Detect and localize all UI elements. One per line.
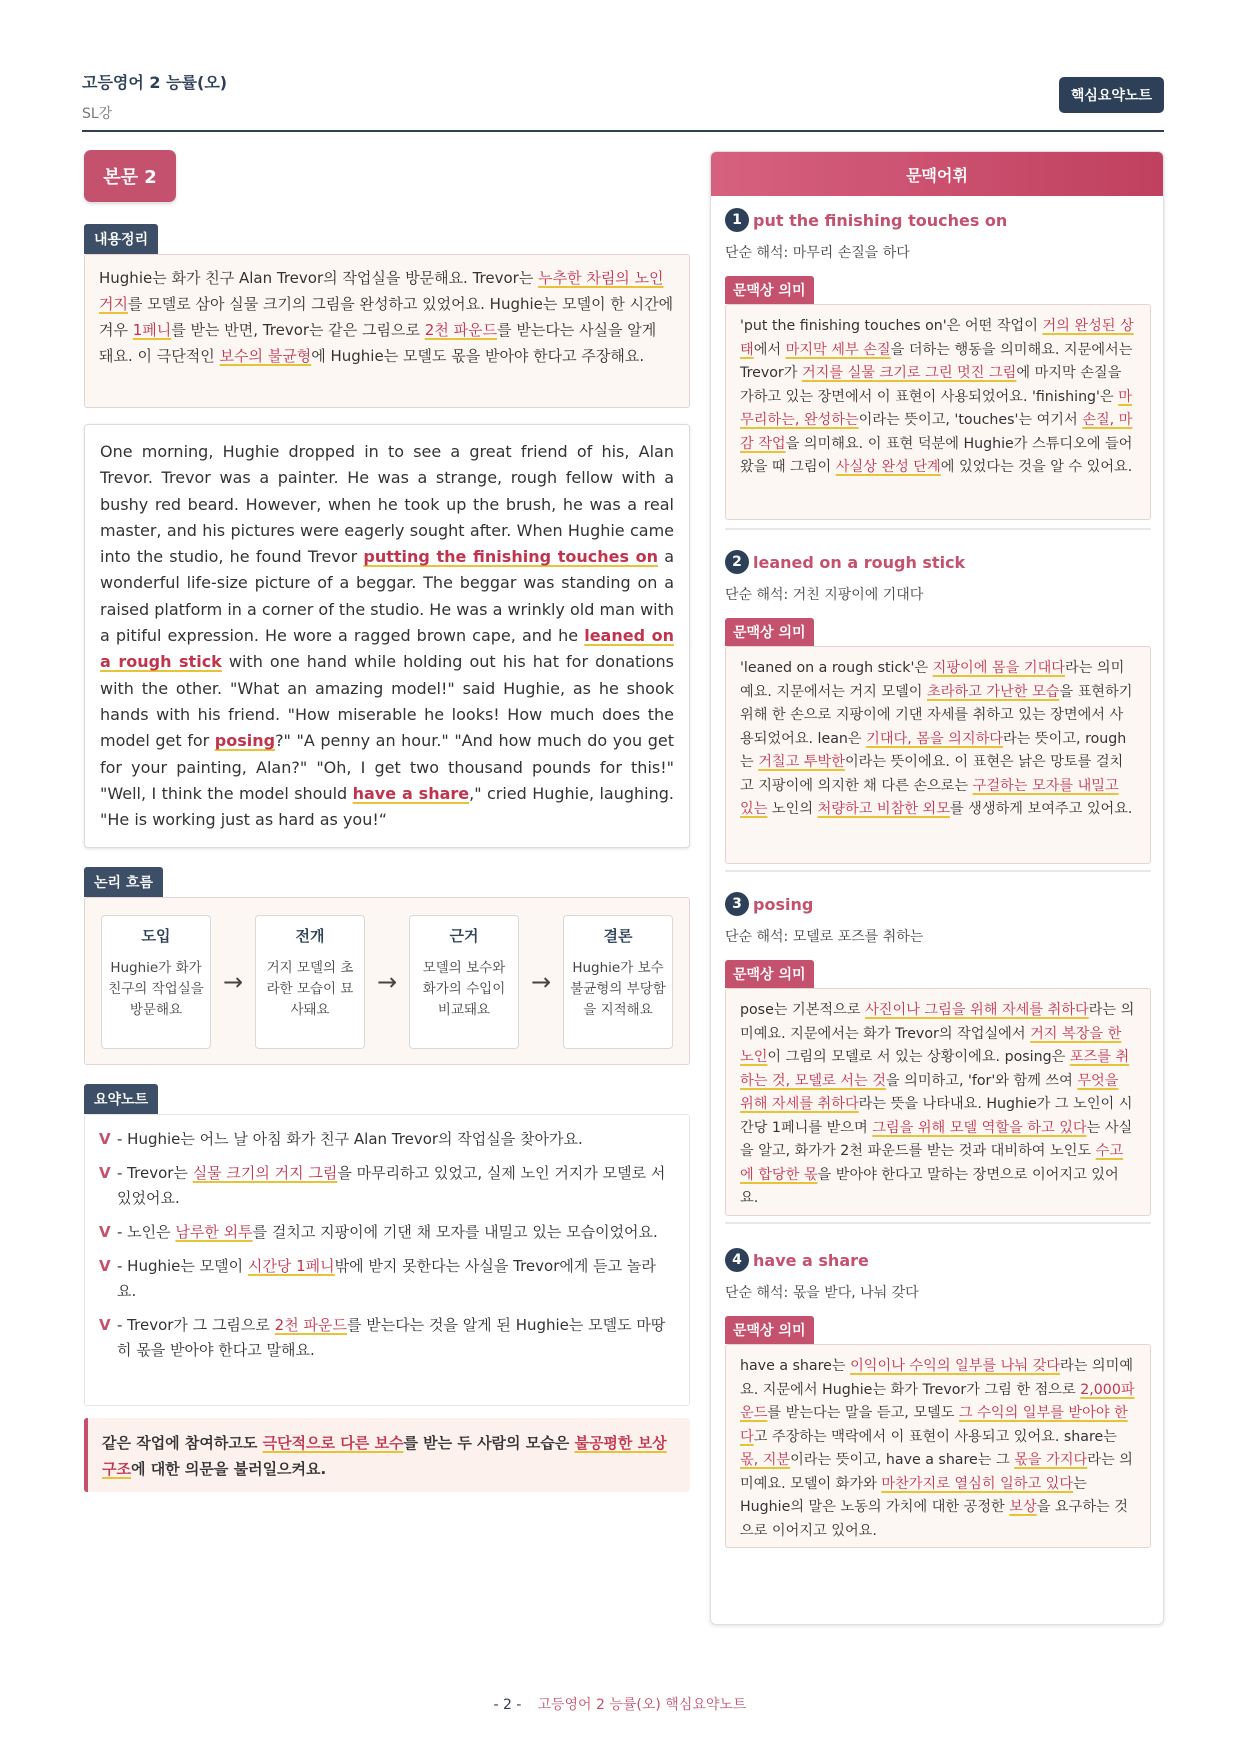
vocab-number: 2: [725, 550, 749, 574]
check-mark-icon: V: [99, 1316, 111, 1334]
note-highlight: 시간당 1페니: [247, 1257, 335, 1275]
summary-tag: 내용정리: [84, 224, 158, 254]
summary-text: Hughie는 화가 친구 Alan Trevor의 작업실을 방문해요. Trevor는: [99, 269, 539, 287]
meaning-highlight: 무엇을 위해 자세를 취하다: [740, 1072, 1119, 1112]
passage-keyword: leaned on a rough stick: [100, 626, 675, 672]
passage-text: One morning, Hughie dropped in to see a great friend of his, Alan Trevor. Trevor was a painter. He was a strange, rough fellow with a bushy red beard. However, when he took up the brush, he was a real master, and his pictures were eagerly sought after. When Hughie came into the studio, he found Trevor: [100, 442, 674, 567]
page-number: - 2 -: [493, 1697, 522, 1713]
flow-step-body: 모델의 보수와 화가의 수입이 비교돼요: [422, 960, 506, 1018]
meaning-text: have a share는: [740, 1358, 851, 1374]
meaning-highlight: 몫을 가지다: [1014, 1452, 1088, 1468]
passage-text: a wonderful life-size picture of a beggar. The beggar was standing on a raised platform in a corner of the studio. He was a wrinkly old man with a pitiful expression. He wore a ragged brown cape, and he: [100, 547, 675, 646]
meaning-highlight: 구걸하는 모자를 내밀고 있는: [740, 777, 1119, 817]
passage-keyword: putting the finishing touches on: [363, 547, 659, 567]
meaning-highlight: 그 수익의 일부를 받아야 한다: [740, 1405, 1128, 1445]
note-text: - Hughie는 어느 날 아침 화가 친구 Alan Trevor의 작업실을 찾아가요.: [117, 1130, 583, 1148]
meaning-text: 라는 의미예요. 모델이 화가와: [740, 1452, 1133, 1492]
note-text: - Trevor는: [117, 1164, 193, 1182]
meaning-text: 라는 뜻이고, rough는: [740, 730, 1127, 770]
meaning-text: 이 그림의 모델로 서 있는 상황이에요. posing은: [767, 1049, 1070, 1065]
definition-label: 단순 해석:: [725, 587, 789, 603]
divider: [725, 528, 1151, 530]
meaning-box: [725, 646, 1151, 864]
flow-step-development: [255, 915, 365, 1049]
meaning-text: 을 요구하는 것으로 이어지고 있어요.: [740, 1499, 1128, 1539]
reading-passage: [84, 424, 690, 848]
note-item: [99, 1161, 675, 1211]
meaning-text: 를 받는다는 말을 듣고, 모델도: [767, 1405, 959, 1421]
meaning-highlight: 보상: [1009, 1499, 1037, 1515]
meaning-text: 에 마지막 손질을 가하고 있는 장면에서 이 표현이 사용되었어요. 'finishing'은: [740, 365, 1122, 405]
meaning-text: 는 사실을 알고, 화가가 2천 파운드를 받는 것과 대비하여 노인도: [740, 1119, 1133, 1159]
meaning-highlight: 기대다, 몸을 의지하다: [866, 730, 1004, 747]
meaning-text: 라는 의미예요. 지문에서는 화가 Trevor의 작업실에서: [740, 1002, 1135, 1042]
meaning-text: 노인의: [767, 801, 818, 817]
note-text: 밖에 받지 못한다는 사실을 Trevor에게 듣고 놀라요.: [117, 1257, 656, 1300]
meaning-highlight: 포즈를 취하는 것, 모델로 서는 것: [740, 1049, 1130, 1089]
meaning-box: [725, 988, 1151, 1216]
note-text: 를 걸치고 지팡이에 기댄 채 모자를 내밀고 있는 모습이었어요.: [252, 1223, 658, 1241]
flow-tag: 논리 흐름: [84, 867, 163, 897]
passage-text: with one hand while holding out his hat for donations with the other. "What an amazing model!" said Hughie, as he shook hands with his friend. "How miserable he looks! How much does the model get for: [100, 652, 674, 751]
vocab-term: leaned on a rough stick: [753, 552, 966, 572]
vocab-definition: [725, 584, 1151, 604]
meaning-text: 을 더하는 행동을 의미해요. 지문에서는 Trevor가: [740, 341, 1133, 381]
conclusion-highlight: 극단적으로 다른 보수: [262, 1434, 404, 1452]
check-mark-icon: V: [99, 1257, 111, 1275]
note-text: 를 받는다는 것을 알게 된 Hughie는 모델도 마땅히 몫을 받아야 한다고 말해요.: [117, 1316, 666, 1359]
meaning-text: 고 주장하는 맥락에서 이 표현이 사용되고 있어요. share는: [753, 1428, 1117, 1445]
meaning-highlight: 거칠고 투박한: [758, 754, 845, 770]
passage-keyword: have a share: [352, 783, 470, 803]
meaning-highlight: 마찬가지로 열심히 일하고 있다: [881, 1475, 1074, 1492]
vocab-number: 3: [725, 892, 749, 916]
flow-step-body: Hughie가 보수 불균형의 부당함을 지적해요: [570, 960, 666, 1018]
meaning-text: 이라는 뜻이에요. 이 표현은 낡은 망토를 걸치고 지팡이에 의지한 채 다른 손으로는: [740, 754, 1124, 794]
summary-text: 를 받는다는 사실을 알게 돼요. 이 극단적인: [99, 321, 657, 365]
lecture-subtitle: SL강: [82, 106, 113, 122]
meaning-text: pose는 기본적으로: [740, 1002, 866, 1018]
definition-label: 단순 해석:: [725, 245, 789, 261]
meaning-text: 라는 의미예요. 지문에서 Hughie는 화가 Trevor가 그림 한 점으로: [740, 1358, 1134, 1398]
passage-text: ," cried Hughie, laughing. "He is working just as hard as you!“: [100, 783, 674, 830]
vocab-definition: [725, 242, 1151, 262]
flow-step-intro: [101, 915, 211, 1049]
definition-text: 거친 지팡이에 기대다: [792, 587, 924, 603]
definition-text: 모델로 포즈를 취하는: [792, 929, 924, 945]
meaning-highlight: 마무리하는, 완성하는: [740, 388, 1132, 428]
summary-text: 를 받는 반면, Trevor는 같은 그림으로: [171, 321, 425, 339]
meaning-text: 을 의미해요. 이 표현 덕분에 Hughie가 스튜디오에 들어왔을 때 그림이: [740, 435, 1133, 475]
summary-highlight: 1페니: [132, 321, 172, 339]
vocab-number: 1: [725, 208, 749, 232]
meaning-tag: 문맥상 의미: [725, 276, 814, 304]
arrow-right-icon: →: [376, 968, 398, 996]
vocab-item-1: [725, 208, 1151, 520]
meaning-tag: 문맥상 의미: [725, 960, 814, 988]
header-badge: 핵심요약노트: [1059, 77, 1164, 113]
vocab-definition: [725, 1282, 1151, 1302]
meaning-highlight: 그림을 위해 모델 역할을 하고 있다: [872, 1119, 1087, 1136]
meaning-highlight: 지팡이에 몸을 기대다: [932, 660, 1065, 676]
flow-step-evidence: [409, 915, 519, 1049]
notes-tag: 요약노트: [84, 1084, 158, 1114]
conclusion-box: [84, 1418, 690, 1492]
note-item: [99, 1127, 675, 1152]
meaning-box: [725, 304, 1151, 520]
definition-label: 단순 해석:: [725, 929, 789, 945]
meaning-text: 에서: [753, 341, 786, 358]
meaning-text: 를 생생하게 보여주고 있어요.: [949, 801, 1133, 817]
meaning-text: 을 의미하고, 'for'와 함께 쓰여: [885, 1072, 1078, 1089]
conclusion-text: 같은 작업에 참여하고도: [102, 1434, 263, 1452]
divider: [725, 1222, 1151, 1224]
flow-step-conclusion: [563, 915, 673, 1049]
section-label: 본문 2: [84, 150, 176, 202]
check-mark-icon: V: [99, 1130, 111, 1148]
meaning-text: 에 있었다는 것을 알 수 있어요.: [940, 459, 1133, 475]
conclusion-text: 에 대한 의문을 불러일으켜요.: [130, 1460, 327, 1478]
note-text: - Hughie는 모델이: [117, 1257, 248, 1275]
meaning-highlight: 사진이나 그림을 위해 자세를 취하다: [865, 1002, 1089, 1018]
meaning-tag: 문맥상 의미: [725, 1316, 814, 1344]
meaning-highlight: 몫, 지분: [740, 1452, 791, 1468]
note-item: [99, 1313, 675, 1363]
vocab-item-2: [725, 550, 1151, 864]
check-mark-icon: V: [99, 1223, 111, 1241]
flow-step-body: 거지 모델의 초라한 모습이 묘사돼요: [266, 960, 354, 1018]
note-item: [99, 1254, 675, 1304]
meaning-highlight: 초라하고 가난한 모습: [927, 683, 1060, 700]
meaning-text: 을 표현하기 위해 한 손으로 지팡이에 기댄 자세를 취하고 있는 장면에서 사용되었어요. lean은: [740, 683, 1133, 747]
note-text: - Trevor가 그 그림으로: [117, 1316, 275, 1334]
passage-keyword: posing: [214, 731, 276, 751]
vocab-panel-title: 문맥어휘: [711, 152, 1163, 196]
summary-text: 를 모델로 삼아 실물 크기의 그림을 완성하고 있었어요. Hughie는 모델이 한 시간에 겨우: [99, 295, 674, 339]
check-mark-icon: V: [99, 1164, 111, 1182]
conclusion-text: 를 받는 두 사람의 모습은: [403, 1434, 575, 1452]
meaning-box: [725, 1344, 1151, 1548]
meaning-highlight: 2,000파운드: [740, 1381, 1135, 1421]
vocab-item-4: [725, 1248, 1151, 1548]
meaning-text: 을 받아야 한다고 말하는 장면으로 이어지고 있어요.: [740, 1166, 1119, 1206]
arrow-right-icon: →: [222, 968, 244, 996]
summary-highlight: 2천 파운드: [424, 321, 498, 339]
flow-step-head: 근거: [449, 927, 479, 945]
meaning-highlight: 손질, 마감 작업: [740, 412, 1133, 452]
flow-step-head: 결론: [603, 927, 633, 945]
meaning-highlight: 거의 완성된 상태: [740, 318, 1134, 358]
meaning-text: 라는 뜻을 나타내요. Hughie가 그 노인이 시간당 1페니를 받으며: [740, 1096, 1133, 1136]
meaning-highlight: 거지 복장을 한 노인: [740, 1025, 1122, 1065]
vocab-term: have a share: [753, 1250, 869, 1270]
definition-text: 마무리 손질을 하다: [792, 245, 910, 261]
divider: [725, 870, 1151, 872]
meaning-highlight: 사실상 완성 단계: [835, 459, 941, 475]
definition-text: 몫을 받다, 나눠 갖다: [792, 1285, 919, 1301]
meaning-highlight: 수고에 합당한 몫: [740, 1143, 1124, 1183]
vocab-panel: [710, 151, 1164, 1625]
passage-text: ?" "A penny an hour." "And how much do you get for your painting, Alan?" "Oh, I get two thousand pounds for this!" "Well, I think the model should: [100, 731, 674, 803]
meaning-highlight: 마지막 세부 손질: [785, 341, 891, 358]
arrow-right-icon: →: [530, 968, 552, 996]
meaning-text: 라는 의미예요. 지문에서는 거지 모델이: [740, 660, 1125, 700]
footer-title: 고등영어 2 능률(오) 핵심요약노트: [537, 1697, 747, 1713]
meaning-text: 이라는 뜻이고, have a share는 그: [790, 1452, 1015, 1468]
meaning-text: 이라는 뜻이고, 'touches'는 여기서: [858, 412, 1083, 428]
note-text: 을 마무리하고 있었고, 실제 노인 거지가 모델로 서 있었어요.: [117, 1164, 666, 1207]
vocab-term: put the finishing touches on: [753, 210, 1008, 230]
flow-step-head: 전개: [295, 927, 325, 945]
meaning-highlight: 거지를 실물 크기로 그린 멋진 그림: [801, 365, 1017, 381]
vocab-number: 4: [725, 1248, 749, 1272]
summary-highlight: 누추한 차림의 노인 거지: [99, 269, 664, 313]
meaning-tag: 문맥상 의미: [725, 618, 814, 646]
summary-notes-box: [84, 1114, 690, 1406]
meaning-text: 는 Hughie의 말은 노동의 가치에 대한 공정한: [740, 1475, 1087, 1515]
conclusion-highlight: 불공평한 보상 구조: [102, 1434, 667, 1478]
flow-step-head: 도입: [141, 927, 171, 945]
meaning-text: 'leaned on a rough stick'은: [740, 660, 933, 676]
note-highlight: 2천 파운드: [274, 1316, 347, 1334]
note-highlight: 남루한 외투: [175, 1223, 253, 1241]
note-highlight: 실물 크기의 거지 그림: [192, 1164, 338, 1182]
flow-step-body: Hughie가 화가 친구의 작업실을 방문해요: [108, 960, 204, 1018]
vocab-definition: [725, 926, 1151, 946]
logic-flow-box: [84, 897, 690, 1065]
vocab-term: posing: [753, 894, 814, 914]
book-title: 고등영어 2 능률(오): [82, 73, 228, 92]
note-text: - 노인은: [117, 1223, 176, 1241]
definition-label: 단순 해석:: [725, 1285, 789, 1301]
summary-box: [84, 254, 690, 408]
summary-text: 에 Hughie는 모델도 몫을 받아야 한다고 주장해요.: [311, 347, 645, 365]
summary-highlight: 보수의 불균형: [219, 347, 312, 365]
page-footer: [0, 1694, 1240, 1714]
meaning-highlight: 이익이나 수익의 일부를 나눠 갖다: [850, 1358, 1060, 1374]
vocab-item-3: [725, 892, 1151, 1216]
meaning-text: 'put the finishing touches on'은 어떤 작업이: [740, 318, 1043, 334]
page-header: [82, 70, 1164, 132]
note-item: [99, 1220, 675, 1245]
meaning-highlight: 처량하고 비참한 외모: [817, 801, 950, 817]
